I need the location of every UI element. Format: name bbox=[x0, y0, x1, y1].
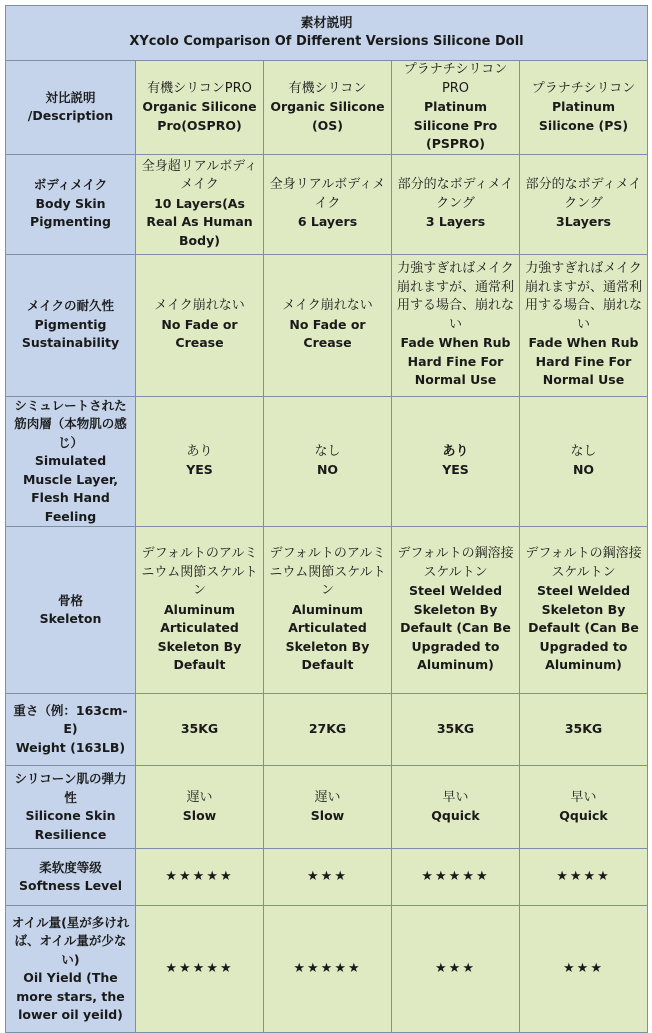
column-header-en: Platinum Silicone Pro (PSPRO) bbox=[413, 99, 498, 151]
star-rating: ★★★★★ bbox=[165, 960, 234, 976]
cell-jp: 遅い bbox=[186, 789, 213, 805]
cell-jp: あり bbox=[442, 443, 469, 459]
star-rating: ★★★★★ bbox=[165, 868, 234, 884]
table-cell bbox=[520, 254, 648, 396]
description-header-en: /Description bbox=[27, 108, 114, 124]
table-cell bbox=[520, 766, 648, 849]
cell-en: Steel Welded Skeleton By Default (Can Be Upgraded to Aluminum) bbox=[528, 583, 639, 673]
row-label-jp: オイル量(星が多ければ、オイル量が少ない) bbox=[11, 914, 130, 967]
cell-en: Steel Welded Skeleton By Default (Can Be Upgraded to Aluminum) bbox=[400, 583, 511, 673]
cell-en: Slow bbox=[182, 808, 217, 823]
comparison-table bbox=[5, 5, 648, 1033]
cell-jp: なし bbox=[314, 443, 341, 459]
cell-jp: 力強すぎればメイク崩れますが、通常利用する場合、崩れない bbox=[396, 261, 514, 332]
table-cell bbox=[520, 694, 648, 766]
column-header-row bbox=[6, 61, 648, 155]
star-rating: ★★★ bbox=[435, 960, 476, 976]
table-cell bbox=[264, 154, 392, 254]
table-cell bbox=[392, 254, 520, 396]
cell-jp: 全身超リアルボディメイク bbox=[141, 158, 258, 193]
row-label-en: Simulated Muscle Layer, Flesh Hand Feeling bbox=[22, 453, 119, 524]
cell-en: 35KG bbox=[564, 721, 603, 737]
cell-jp: 早い bbox=[570, 789, 597, 805]
star-rating: ★★★★ bbox=[556, 868, 611, 884]
table-cell bbox=[392, 396, 520, 527]
column-header-ospro bbox=[136, 61, 264, 155]
cell-en: 35KG bbox=[436, 721, 475, 737]
row-label bbox=[6, 849, 136, 906]
cell-en: NO bbox=[572, 462, 595, 478]
row-label-jp: 骨格 bbox=[57, 592, 83, 608]
cell-jp: デフォルトの鋼溶接スケルトン bbox=[525, 546, 642, 580]
cell-jp: 部分的なボディメイクング bbox=[525, 177, 642, 211]
table-cell bbox=[136, 694, 264, 766]
cell-jp: デフォルトのアルミニウム関節スケルトン bbox=[269, 546, 386, 599]
table-cell bbox=[136, 254, 264, 396]
table-cell bbox=[264, 906, 392, 1033]
column-header-jp: 有機シリコン bbox=[288, 80, 367, 96]
cell-en: 6 Layers bbox=[297, 214, 358, 230]
title-en: XYcolo Comparison Of Different Versions Silicone Doll bbox=[129, 34, 524, 49]
table-cell bbox=[136, 154, 264, 254]
cell-en: Aluminum Articulated Skeleton By Default bbox=[285, 601, 370, 673]
row-label-en: Pigmentig Sustainability bbox=[21, 316, 120, 351]
cell-en: 3Layers bbox=[556, 214, 611, 230]
cell-en: 27KG bbox=[308, 721, 347, 737]
row-label-en: Weight (163LB) bbox=[15, 739, 126, 755]
row-label-en: Skeleton bbox=[39, 611, 102, 626]
column-header-jp: プラナチシリコンPRO bbox=[403, 62, 508, 96]
star-rating: ★★★ bbox=[563, 960, 604, 976]
cell-jp: あり bbox=[186, 443, 213, 459]
table-cell bbox=[392, 154, 520, 254]
row-label bbox=[6, 527, 136, 694]
cell-en: Slow bbox=[310, 808, 345, 823]
row-label-jp: 重さ（例：163cm-E) bbox=[13, 702, 128, 737]
column-header-jp: 有機シリコンPRO bbox=[147, 80, 252, 96]
table-cell bbox=[264, 527, 392, 694]
cell-jp: デフォルトの鋼溶接スケルトン bbox=[397, 546, 514, 580]
table-cell bbox=[136, 527, 264, 694]
cell-jp: デフォルトのアルミニウム関節スケルトン bbox=[141, 546, 258, 599]
row-label-jp: シリコーン肌の弾力性 bbox=[14, 771, 127, 805]
table-row bbox=[6, 906, 648, 1033]
table-row bbox=[6, 527, 648, 694]
row-label-jp: メイクの耐久性 bbox=[26, 298, 114, 314]
cell-jp: なし bbox=[570, 443, 597, 459]
table-cell bbox=[136, 906, 264, 1033]
table-row bbox=[6, 849, 648, 906]
row-label bbox=[6, 154, 136, 254]
table-row bbox=[6, 154, 648, 254]
cell-jp: 早い bbox=[442, 789, 469, 805]
row-label-jp: 柔软度等级 bbox=[39, 859, 102, 875]
column-header-ps bbox=[520, 61, 648, 155]
table-cell bbox=[264, 254, 392, 396]
table-row bbox=[6, 396, 648, 527]
cell-jp: 力強すぎればメイク崩れますが、通常利用する場合、崩れない bbox=[524, 261, 642, 332]
column-header-en: Organic Silicone (OS) bbox=[270, 99, 385, 133]
row-label-jp: シミュレートされた筋肉層（本物肌の感じ） bbox=[14, 397, 127, 450]
star-rating: ★★★★★ bbox=[293, 960, 362, 976]
star-rating: ★★★ bbox=[307, 868, 348, 884]
cell-en: 35KG bbox=[180, 721, 219, 737]
title-row bbox=[6, 6, 648, 61]
star-rating: ★★★★★ bbox=[421, 868, 490, 884]
cell-en: Fade When Rub Hard Fine For Normal Use bbox=[528, 335, 639, 388]
table-cell bbox=[520, 906, 648, 1033]
cell-en: YES bbox=[186, 462, 213, 478]
cell-en: No Fade or Crease bbox=[289, 316, 366, 351]
column-header-en: Organic Silicone Pro(OSPRO) bbox=[142, 99, 257, 133]
cell-jp: メイク崩れない bbox=[154, 298, 245, 314]
cell-en: NO bbox=[316, 462, 339, 478]
cell-en: Fade When Rub Hard Fine For Normal Use bbox=[400, 335, 511, 388]
cell-jp: 全身リアルボディメイク bbox=[269, 177, 386, 211]
table-cell bbox=[392, 849, 520, 906]
column-header-pspro bbox=[392, 61, 520, 155]
cell-en: 3 Layers bbox=[425, 214, 486, 230]
table-cell bbox=[392, 766, 520, 849]
title-jp: 素材説明 bbox=[300, 15, 353, 31]
column-header-os bbox=[264, 61, 392, 155]
row-label-jp: ボディメイク bbox=[33, 177, 108, 193]
table-title bbox=[6, 6, 648, 61]
row-label bbox=[6, 906, 136, 1033]
cell-jp: メイク崩れない bbox=[282, 298, 373, 314]
cell-en: 10 Layers(As Real As Human Body) bbox=[146, 195, 253, 248]
cell-jp: 部分的なボディメイクング bbox=[397, 177, 514, 211]
row-label-en: Oil Yield (The more stars, the lower oil yeild) bbox=[16, 970, 125, 1022]
table-cell bbox=[392, 527, 520, 694]
table-cell bbox=[520, 154, 648, 254]
column-header-jp: プラナチシリコン bbox=[531, 80, 636, 96]
description-header bbox=[6, 61, 136, 155]
cell-en: Aluminum Articulated Skeleton By Default bbox=[157, 601, 242, 673]
row-label bbox=[6, 694, 136, 766]
table-cell bbox=[264, 849, 392, 906]
table-cell bbox=[392, 694, 520, 766]
table-cell bbox=[136, 766, 264, 849]
table-cell bbox=[136, 396, 264, 527]
table-cell bbox=[264, 766, 392, 849]
column-header-en: Platinum Silicone (PS) bbox=[538, 99, 629, 133]
table-row bbox=[6, 766, 648, 849]
row-label-en: Silicone Skin Resilience bbox=[25, 808, 116, 842]
row-label bbox=[6, 396, 136, 527]
row-label-en: Softness Level bbox=[19, 878, 122, 893]
table-cell bbox=[264, 396, 392, 527]
row-label bbox=[6, 766, 136, 849]
cell-en: No Fade or Crease bbox=[161, 316, 238, 351]
row-label-en: Body Skin Pigmenting bbox=[30, 195, 111, 230]
table-cell bbox=[136, 849, 264, 906]
cell-en: Qquick bbox=[431, 808, 480, 823]
row-label bbox=[6, 254, 136, 396]
table-row bbox=[6, 254, 648, 396]
cell-en: YES bbox=[442, 462, 469, 478]
cell-jp: 遅い bbox=[314, 789, 341, 805]
table-cell bbox=[520, 396, 648, 527]
cell-en: Qquick bbox=[559, 808, 608, 823]
table-cell bbox=[520, 849, 648, 906]
table-cell bbox=[520, 527, 648, 694]
description-header-jp: 対比説明 bbox=[45, 89, 96, 105]
table-row bbox=[6, 694, 648, 766]
table-cell bbox=[264, 694, 392, 766]
table-cell bbox=[392, 906, 520, 1033]
